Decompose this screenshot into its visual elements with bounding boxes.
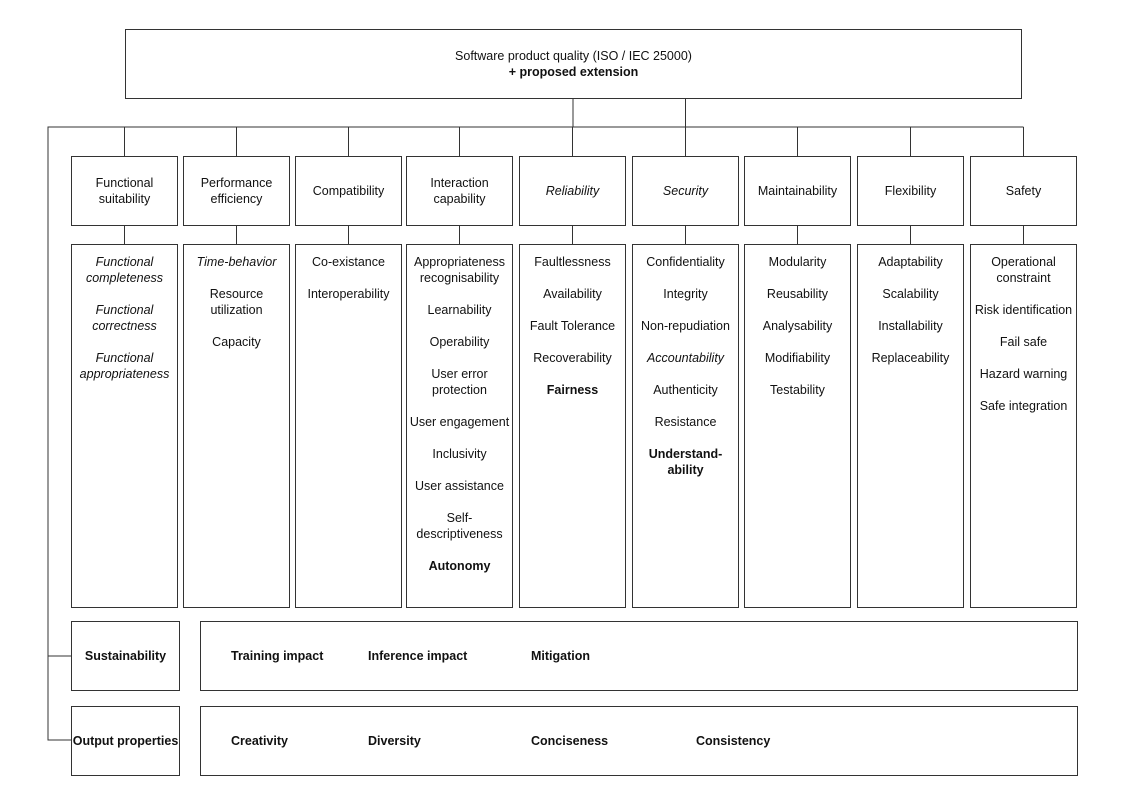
category-box [632,156,739,226]
subcategory-item: Modularity [768,255,827,269]
subcategory-item: Safe integration [979,399,1068,413]
subcategory-item: Autonomy [428,559,491,573]
extension-label: Sustainability [84,649,167,663]
subcategory-item: Integrity [663,287,708,301]
subcategory-item: Operability [429,335,490,349]
subcategory-item: Self-descriptiveness [416,511,503,541]
subcategory-item: Non-repudiation [641,319,730,333]
category-label: Performance efficiency [200,176,273,206]
category-box [970,156,1077,226]
subcategory-item: Resource utilization [209,287,264,317]
subcategory-item: Reusability [766,287,829,301]
subcategory-item: Functional appropriateness [79,351,170,381]
subcategory-item: Accountability [646,351,725,365]
subcategory-item: Operational constraint [991,255,1056,285]
subcategory-item: Installability [878,319,943,333]
category-box [406,156,513,226]
category-box [519,156,626,226]
category-label: Maintainability [757,184,838,198]
subcategory-item: Hazard warning [979,367,1068,381]
subcategory-list [970,244,1077,608]
category-box [857,156,964,226]
subcategory-item: Analysability [762,319,833,333]
root-title: Software product quality (ISO / IEC 25000) [455,49,692,63]
subcategory-item: Inclusivity [432,447,487,461]
extension-item: Consistency [696,734,771,748]
category-box [71,156,178,226]
subcategory-item: Functional correctness [92,303,157,333]
category-box [183,156,290,226]
subcategory-item: Fail safe [999,335,1048,349]
subcategory-list [71,244,178,608]
subcategory-item: Learnability [427,303,492,317]
extension-item: Conciseness [531,734,609,748]
subcategory-list [632,244,739,608]
extension-item: Inference impact [368,649,468,663]
subcategory-item: Authenticity [653,383,718,397]
subcategory-item: Testability [770,383,825,397]
extension-label: Output properties [72,734,179,748]
category-label: Compatibility [312,184,385,198]
subcategory-list [295,244,402,608]
category-label: Reliability [545,184,600,198]
subcategory-item: Fault Tolerance [529,319,616,333]
subcategory-list [519,244,626,608]
subcategory-item: Scalability [882,287,939,301]
category-box [295,156,402,226]
subcategory-item: Resistance [654,415,717,429]
subcategory-item: Modifiability [764,351,831,365]
subcategory-item: Co-existance [312,255,385,269]
extension-label-box [71,621,180,691]
category-label: Security [662,184,709,198]
category-label: Flexibility [884,184,937,198]
extension-item: Diversity [368,734,421,748]
subcategory-item: Understand-ability [648,447,723,477]
subcategory-list [744,244,851,608]
subcategory-item: Replaceability [871,351,950,365]
category-box [744,156,851,226]
extension-item: Creativity [231,734,288,748]
subcategory-item: Risk identification [974,303,1073,317]
extension-items-box [200,621,1078,691]
root-subtitle: + proposed extension [508,65,639,79]
extension-item: Mitigation [531,649,591,663]
category-label: Functional suitability [95,176,154,206]
subcategory-item: Capacity [212,335,261,349]
subcategory-item: Faultlessness [534,255,611,269]
subcategory-item: User error protection [431,367,488,397]
subcategory-item: Recoverability [533,351,612,365]
subcategory-list [857,244,964,608]
subcategory-item: Functional completeness [85,255,164,285]
subcategory-item: Time-behavior [196,255,277,269]
extension-label-box [71,706,180,776]
subcategory-item: Confidentiality [646,255,725,269]
subcategory-item: Availability [543,287,602,301]
subcategory-item: User assistance [415,479,504,493]
subcategory-list [406,244,513,608]
subcategory-item: Fairness [546,383,599,397]
extension-items-box [200,706,1078,776]
root-box [125,29,1022,99]
extension-item: Training impact [231,649,324,663]
category-label: Interaction capability [430,176,489,206]
subcategory-list [183,244,290,608]
subcategory-item: Interoperability [307,287,390,301]
category-label: Safety [1005,184,1042,198]
subcategory-item: Appropriateness recognisability [413,255,506,285]
subcategory-item: Adaptability [878,255,943,269]
subcategory-item: User engagement [409,415,510,429]
